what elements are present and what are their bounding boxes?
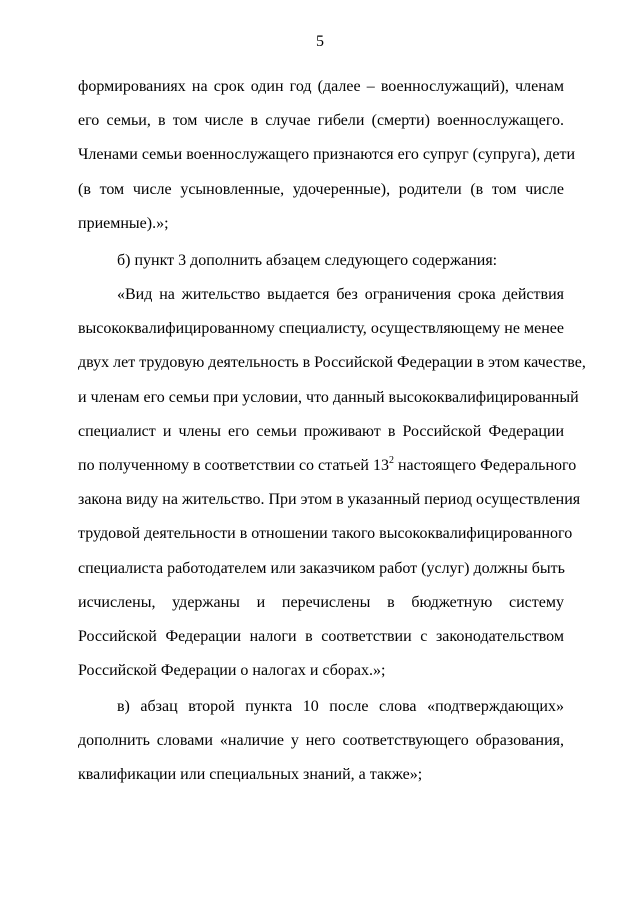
- text-line: (в том числе усыновленные, удочеренные), родители (в том числе: [78, 180, 564, 198]
- paragraph-continuation: [78, 70, 576, 241]
- text-line: и членам его семьи при условии, что данный высококвалифицированный: [78, 388, 579, 406]
- text-line: высококвалифицированному специалисту, осуществляющему не менее: [78, 320, 564, 338]
- text-line: квалификации или специальных знаний, а также»;: [78, 766, 423, 784]
- page-number: 5: [316, 33, 324, 50]
- text-line: его семьи, в том числе в случае гибели (смерти) военнослужащего.: [78, 112, 564, 130]
- text-line: специалиста работодателем или заказчиком работ (услуг) должны быть: [78, 559, 565, 577]
- paragraph-item-v: [78, 690, 564, 793]
- text-line: дополнить словами «наличие у него соответствующего образования,: [78, 732, 564, 750]
- text-line: Членами семьи военнослужащего признаются его супруг (супруга), дети: [78, 146, 576, 164]
- paragraph-quoted-amendment: [78, 278, 586, 688]
- text-line: Российской Федерации о налогах и сборах.»;: [78, 662, 386, 680]
- text-line: исчислены, удержаны и перечислены в бюджетную систему: [78, 593, 564, 611]
- text-line: двух лет трудовую деятельность в Российской Федерации в этом качестве,: [78, 354, 586, 372]
- text-line: Российской Федерации налоги в соответствии с законодательством: [78, 627, 564, 645]
- text-line: специалист и члены его семьи проживают в Российской Федерации: [78, 422, 564, 440]
- text-line: трудовой деятельности в отношении такого высококвалифицированного: [78, 525, 573, 543]
- text-line: в) абзац второй пункта 10 после слова «подтверждающих»: [117, 698, 564, 715]
- text-line: б) пункт 3 дополнить абзацем следующего содержания:: [117, 252, 498, 269]
- text-line: закона виду на жительство. При этом в указанный период осуществления: [78, 491, 581, 509]
- superscript: 2: [388, 454, 394, 466]
- text-fragment: настоящего Федерального: [393, 456, 577, 474]
- text-line: формированиях на срок один год (далее – военнослужащий), членам: [78, 78, 564, 95]
- text-line: приемные).»;: [78, 214, 169, 232]
- text-line: «Вид на жительство выдается без ограничения срока действия: [117, 286, 564, 303]
- paragraph-item-b: [78, 244, 564, 278]
- text-fragment: по полученному в соответствии со статьей 13: [78, 456, 389, 474]
- text-line: [78, 449, 577, 483]
